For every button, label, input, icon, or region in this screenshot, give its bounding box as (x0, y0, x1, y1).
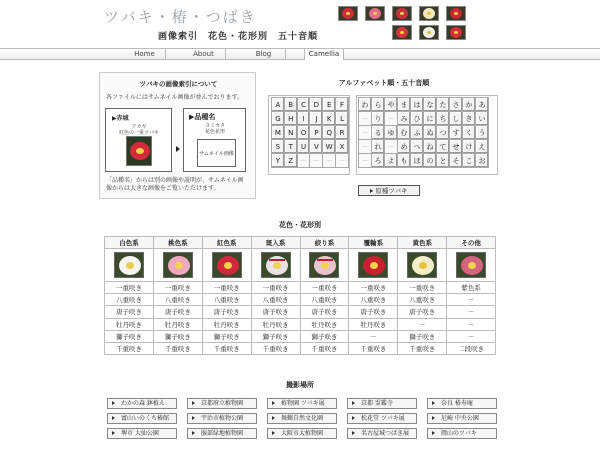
kana-cell[interactable]: く (463, 126, 476, 140)
play-arrow-icon (112, 431, 115, 435)
kana-cell[interactable]: は (411, 98, 424, 112)
alphabet-letter-s[interactable]: S (272, 140, 285, 154)
kana-cell[interactable]: る (372, 126, 385, 140)
play-arrow-icon (272, 431, 275, 435)
color-category-header[interactable]: 絞り系 (300, 237, 349, 249)
header-thumbnail[interactable] (419, 25, 439, 40)
form-link[interactable]: 千重咲き (105, 342, 154, 354)
form-link[interactable]: 一重咲き (398, 282, 447, 294)
alphabet-letter-u[interactable]: U (297, 140, 310, 154)
site-subtitle: 画像索引 花色・花形別 五十音順 (158, 32, 319, 42)
nav-blog[interactable]: Blog (242, 49, 286, 60)
form-link[interactable]: 牡丹咲き (349, 318, 398, 330)
alphabet-letter-k[interactable]: K (323, 112, 336, 126)
form-link[interactable]: 唐子咲き (105, 306, 154, 318)
kana-cell[interactable]: ろ (372, 154, 385, 168)
form-link[interactable]: 唐子咲き (153, 306, 202, 318)
location-label: 植物園 ツバキ展 (281, 400, 325, 407)
alphabet-letter-p[interactable]: P (310, 126, 323, 140)
kana-grid (358, 97, 489, 168)
example-flower-image (126, 136, 152, 166)
play-arrow-icon (272, 416, 275, 420)
form-link[interactable]: 二段咲き (447, 342, 496, 354)
site-title[interactable]: ツバキ・椿・つばき (104, 8, 257, 26)
location-button[interactable] (347, 428, 417, 439)
location-label: 堺市 大仙公園 (121, 430, 159, 437)
alphabet-letter-n[interactable]: N (284, 126, 297, 140)
play-arrow-icon (192, 431, 195, 435)
alphabet-letter-i[interactable]: I (297, 112, 310, 126)
kana-cell[interactable]: う (476, 126, 489, 140)
color-category-image-cell (300, 249, 349, 282)
form-link[interactable]: 八重咲き (251, 294, 300, 306)
index-info-description: 各ファイルにはサムネイル画像が並んでおります。 (106, 94, 243, 101)
camellia-thumbnail[interactable] (407, 252, 437, 278)
example-card-heading: ▶赤城 (112, 115, 129, 122)
color-category-image-cell (153, 249, 202, 282)
kana-cell[interactable]: む (398, 126, 411, 140)
index-info-note-line: 像からは大きな画像をご覧いただけます。 (106, 185, 220, 192)
location-button[interactable] (107, 428, 177, 439)
form-link[interactable]: 獅子咲き (202, 330, 251, 342)
location-button[interactable] (427, 413, 497, 424)
kana-cell[interactable]: さ (450, 98, 463, 112)
alphabet-letter-r[interactable]: R (336, 126, 349, 140)
color-category-header[interactable]: 覆輪系 (349, 237, 398, 249)
location-button[interactable] (347, 398, 417, 409)
kana-empty-cell: － (359, 140, 372, 154)
kana-empty-cell: － (359, 112, 372, 126)
explain-arrow-icon (176, 146, 180, 152)
play-arrow-icon (192, 401, 195, 405)
original-species-label: 原種ツバキ (375, 187, 408, 195)
kana-cell[interactable]: ゆ (385, 126, 398, 140)
header-thumbnail[interactable] (392, 25, 412, 40)
alphabet-letter-a[interactable]: A (272, 98, 285, 112)
location-label: 尼崎 中央公園 (441, 415, 479, 422)
location-label: 大阪市大植物園 (281, 430, 324, 437)
kana-cell[interactable]: へ (411, 140, 424, 154)
play-arrow-icon (432, 431, 435, 435)
form-link[interactable]: 一重咲き (251, 282, 300, 294)
form-link[interactable]: 牡丹咲き (153, 318, 202, 330)
alphabet-empty-cell: － (297, 154, 310, 168)
location-button[interactable] (107, 398, 177, 409)
form-link[interactable]: 唐子咲き (398, 306, 447, 318)
alphabet-letter-z[interactable]: Z (284, 154, 297, 168)
alphabet-letter-m[interactable]: M (272, 126, 285, 140)
color-category-image-cell (349, 249, 398, 282)
play-arrow-icon (272, 401, 275, 405)
camellia-thumbnail[interactable] (212, 252, 242, 278)
alphabet-letter-f[interactable]: F (336, 98, 349, 112)
example-card-akagi (105, 108, 172, 172)
form-link[interactable]: 獅子咲き (251, 330, 300, 342)
form-link[interactable]: 獅子咲き (105, 330, 154, 342)
form-link[interactable]: 八重咲き (300, 294, 349, 306)
color-category-header[interactable]: 斑入系 (251, 237, 300, 249)
alphabet-section-title: アルファベット順・五十音順 (338, 79, 430, 87)
alphabet-letter-t[interactable]: T (284, 140, 297, 154)
kana-cell[interactable]: つ (437, 126, 450, 140)
kana-empty-cell: － (385, 112, 398, 126)
alphabet-empty-cell: － (323, 154, 336, 168)
kana-cell[interactable]: や (385, 98, 398, 112)
color-category-image-cell (398, 249, 447, 282)
kana-cell[interactable]: す (450, 126, 463, 140)
color-category-header[interactable]: 桃色系 (153, 237, 202, 249)
kana-cell[interactable]: ね (424, 140, 437, 154)
form-link[interactable]: 千重咲き (202, 342, 251, 354)
legend-card (183, 108, 246, 172)
kana-cell[interactable]: て (437, 140, 450, 154)
form-link[interactable]: 八重咲き (349, 294, 398, 306)
play-arrow-icon (112, 416, 115, 420)
camellia-thumbnail[interactable] (456, 252, 486, 278)
camellia-thumbnail[interactable] (261, 252, 291, 278)
location-label: 名古屋城つばき展 (361, 430, 410, 437)
kana-cell[interactable]: え (476, 140, 489, 154)
nav-camellia[interactable]: Camellia (304, 49, 344, 60)
form-link[interactable]: 牡丹咲き (202, 318, 251, 330)
kana-cell[interactable]: ち (437, 112, 450, 126)
form-empty-cell: － (447, 306, 496, 318)
header-thumbnail[interactable] (446, 25, 466, 40)
form-link[interactable]: 一重咲き (105, 282, 154, 294)
header-thumbnail[interactable] (338, 6, 358, 21)
location-button[interactable] (267, 428, 337, 439)
legend-card-reading: ヨミカタ (204, 123, 225, 129)
form-link[interactable]: 八重咲き (105, 294, 154, 306)
alphabet-letter-c[interactable]: C (297, 98, 310, 112)
location-label: 奈良 椿寿庵 (441, 400, 473, 407)
nav-about[interactable]: About (182, 49, 226, 60)
location-button[interactable] (347, 413, 417, 424)
kana-cell[interactable]: も (398, 154, 411, 168)
form-link[interactable]: 八重咲き (153, 294, 202, 306)
form-empty-cell: － (447, 318, 496, 330)
play-arrow-icon (112, 401, 115, 405)
play-arrow-icon (432, 416, 435, 420)
location-button[interactable] (107, 413, 177, 424)
kana-cell[interactable]: ひ (411, 112, 424, 126)
form-link[interactable]: 八重咲き (202, 294, 251, 306)
location-label: 舞鶴自然文化園 (281, 415, 324, 422)
kana-cell[interactable]: き (463, 112, 476, 126)
alphabet-letter-d[interactable]: D (310, 98, 323, 112)
location-button[interactable] (427, 398, 497, 409)
kana-cell[interactable]: れ (372, 140, 385, 154)
header-thumbnail[interactable] (446, 6, 466, 21)
kana-cell[interactable]: ら (372, 98, 385, 112)
alphabet-letter-x[interactable]: X (336, 140, 349, 154)
alphabet-letter-b[interactable]: B (284, 98, 297, 112)
form-link[interactable]: 唐子咲き (349, 306, 398, 318)
form-link[interactable]: 唐子咲き (251, 306, 300, 318)
color-category-image-cell (105, 249, 154, 282)
form-link[interactable]: 牡丹咲き (105, 318, 154, 330)
color-category-image-cell (251, 249, 300, 282)
kana-cell[interactable]: ま (398, 98, 411, 112)
color-section-title: 花色・花形別 (279, 221, 321, 229)
location-button[interactable] (267, 398, 337, 409)
kana-empty-cell: － (359, 154, 372, 168)
form-empty-cell: － (398, 318, 447, 330)
form-link[interactable]: 八重咲き (398, 294, 447, 306)
kana-cell[interactable]: め (398, 140, 411, 154)
location-button[interactable] (267, 413, 337, 424)
site-header (0, 0, 600, 46)
kana-cell[interactable]: な (424, 98, 437, 112)
kana-empty-cell: － (359, 126, 372, 140)
kana-cell[interactable]: い (476, 112, 489, 126)
alphabet-letter-o[interactable]: O (297, 126, 310, 140)
form-link[interactable]: 千重咲き (300, 342, 349, 354)
location-button[interactable] (187, 398, 257, 409)
color-category-image-cell (447, 249, 496, 282)
color-category-header[interactable]: 黄色系 (398, 237, 447, 249)
alphabet-empty-cell: － (310, 154, 323, 168)
alphabet-letter-y[interactable]: Y (272, 154, 285, 168)
form-link[interactable]: 千重咲き (153, 342, 202, 354)
kana-cell[interactable]: の (424, 154, 437, 168)
kana-cell[interactable]: み (398, 112, 411, 126)
index-info-note-line: 「品種名」からは別の画像や説明が、サムネイル画 (106, 177, 244, 184)
form-link[interactable]: 一重咲き (202, 282, 251, 294)
location-label: 京都府立植物園 (201, 400, 244, 407)
location-label: 岡山のツバキ (441, 430, 477, 437)
play-arrow-icon (352, 401, 355, 405)
form-link[interactable]: 唐子咲き (202, 306, 251, 318)
form-empty-cell: － (447, 330, 496, 342)
kana-cell[interactable]: り (372, 112, 385, 126)
location-label: 宇治市植物公園 (201, 415, 244, 422)
example-card-subtitle (106, 124, 172, 136)
location-button[interactable] (427, 428, 497, 439)
color-category-header[interactable]: 白色系 (105, 237, 154, 249)
form-link[interactable]: 一重咲き (349, 282, 398, 294)
form-link[interactable]: 獅子咲き (398, 330, 447, 342)
form-link[interactable]: 獅子咲き (153, 330, 202, 342)
location-button[interactable] (187, 428, 257, 439)
form-link[interactable]: 一重咲き (300, 282, 349, 294)
form-link[interactable]: 獅子咲き (300, 330, 349, 342)
kana-cell[interactable]: け (463, 140, 476, 154)
alphabet-letter-v[interactable]: V (310, 140, 323, 154)
alphabet-letter-g[interactable]: G (272, 112, 285, 126)
play-arrow-icon (432, 401, 435, 405)
kana-cell[interactable]: よ (385, 154, 398, 168)
location-button[interactable] (187, 413, 257, 424)
kana-cell[interactable]: そ (450, 154, 463, 168)
form-empty-cell: － (349, 330, 398, 342)
original-species-button[interactable] (358, 185, 420, 196)
location-label: 松花堂 ツバキ展 (361, 415, 405, 422)
locations-section-title: 撮影場所 (286, 381, 314, 389)
color-category-header[interactable]: 紅色系 (202, 237, 251, 249)
kana-cell[interactable]: わ (359, 98, 372, 112)
kana-cell[interactable]: に (424, 112, 437, 126)
play-arrow-icon (352, 416, 355, 420)
play-arrow-icon (192, 416, 195, 420)
header-thumbnail[interactable] (392, 6, 412, 21)
form-link[interactable]: 唐子咲き (300, 306, 349, 318)
alphabet-letter-q[interactable]: Q (323, 126, 336, 140)
legend-card-heading: ▶品種名 (189, 113, 216, 121)
form-link[interactable]: 一重咲き (153, 282, 202, 294)
kana-cell[interactable]: ほ (411, 154, 424, 168)
form-link[interactable]: 千重咲き (251, 342, 300, 354)
alphabet-grid (271, 97, 349, 168)
kana-cell[interactable]: し (450, 112, 463, 126)
camellia-thumbnail[interactable] (114, 252, 144, 278)
form-link[interactable]: 牡丹咲き (300, 318, 349, 330)
index-info-title: ツバキの画像索引について (139, 80, 218, 88)
index-info-note (106, 177, 244, 193)
top-navigation (0, 48, 600, 60)
color-form-table (104, 236, 496, 355)
form-link[interactable]: 紫色系 (447, 282, 496, 294)
play-arrow-icon (370, 189, 373, 193)
kana-cell[interactable]: と (437, 154, 450, 168)
kana-grid-frame (356, 95, 498, 175)
header-thumbnail[interactable] (365, 6, 385, 21)
form-empty-cell: － (447, 294, 496, 306)
color-category-image-cell (202, 249, 251, 282)
legend-card-subtitle (184, 123, 246, 135)
alphabet-letter-j[interactable]: J (310, 112, 323, 126)
alphabet-letter-l[interactable]: L (336, 112, 349, 126)
camellia-thumbnail[interactable] (358, 252, 388, 278)
alphabet-letter-h[interactable]: H (284, 112, 297, 126)
alphabet-grid-frame (268, 95, 350, 175)
kana-cell[interactable]: お (476, 154, 489, 168)
example-card-type: 紅色の一重ツバキ (119, 130, 159, 136)
kana-cell[interactable]: た (437, 98, 450, 112)
example-card-reading: アカギ (131, 124, 147, 130)
kana-cell[interactable]: こ (463, 154, 476, 168)
header-thumbnail[interactable] (419, 6, 439, 21)
kana-cell[interactable]: か (463, 98, 476, 112)
kana-cell[interactable]: ぬ (424, 126, 437, 140)
nav-home[interactable]: Home (124, 49, 166, 60)
camellia-thumbnail[interactable] (309, 252, 339, 278)
alphabet-empty-cell: － (336, 154, 349, 168)
camellia-thumbnail[interactable] (163, 252, 193, 278)
location-label: 京都 霊鑑寺 (361, 400, 393, 407)
form-link[interactable]: 千重咲き (398, 342, 447, 354)
kana-cell[interactable]: あ (476, 98, 489, 112)
kana-cell[interactable]: ふ (411, 126, 424, 140)
kana-cell[interactable]: せ (450, 140, 463, 154)
legend-card-type: 花色花形 (204, 129, 225, 135)
legend-thumbnail-placeholder: サムネイル画像 (197, 139, 236, 167)
location-label: 富山いのくち椿館 (121, 415, 170, 422)
location-label: 服部緑地植物園 (201, 430, 244, 437)
form-link[interactable]: 牡丹咲き (251, 318, 300, 330)
kana-empty-cell: － (385, 140, 398, 154)
color-category-header[interactable]: その他 (447, 237, 496, 249)
alphabet-letter-w[interactable]: W (323, 140, 336, 154)
play-arrow-icon (352, 431, 355, 435)
location-label: わかの森 鉢植え (121, 400, 165, 407)
alphabet-letter-e[interactable]: E (323, 98, 336, 112)
form-link[interactable]: 千重咲き (349, 342, 398, 354)
